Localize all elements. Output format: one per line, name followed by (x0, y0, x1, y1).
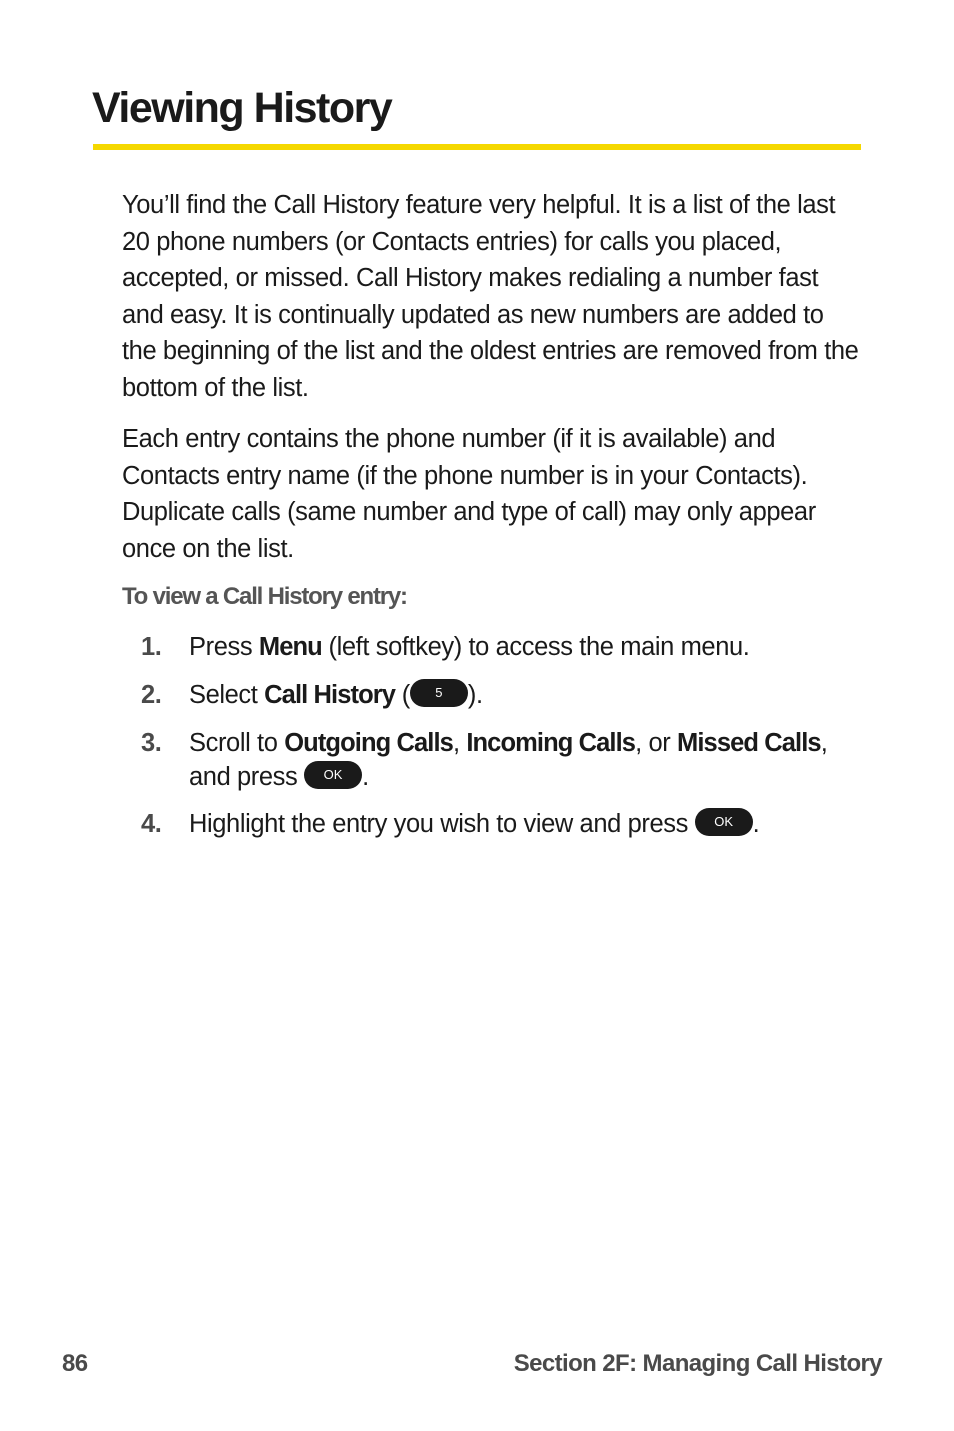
call-history-term: Call History (264, 681, 396, 709)
missed-calls-term: Missed Calls (677, 729, 821, 757)
step-number: 4. (141, 810, 162, 838)
intro-paragraph: You’ll find the Call History feature very helpful. It is a list of the last 20 phone numbers (or Contacts entries) for calls you placed, accepted, or missed. Call History makes redialing a number fast and easy. It is continually updated as new numbers are added to the beginning of the list and the oldest entries are removed from the bottom of the list. (122, 191, 859, 402)
procedure-heading: To view a Call History entry: (122, 583, 407, 610)
step-number: 3. (141, 729, 162, 757)
key-5-icon: 5 (410, 679, 468, 707)
ok-key-icon: OK (695, 808, 753, 836)
section-title: Section 2F: Managing Call History (513, 1350, 882, 1377)
entry-description-paragraph: Each entry contains the phone number (if it is available) and Contacts entry name (if the phone number is in your Contacts). Duplicate calls (same number and type of call) may only appear once on the list. (122, 425, 816, 563)
incoming-calls-term: Incoming Calls (466, 729, 636, 757)
page-number: 86 (62, 1350, 88, 1377)
step-text: Highlight the entry you wish to view and press OK . (189, 810, 760, 838)
step-number: 2. (141, 681, 162, 709)
page-title: Viewing History (92, 84, 392, 132)
outgoing-calls-term: Outgoing Calls (284, 729, 453, 757)
title-underline-rule (93, 144, 861, 150)
step-text: Scroll to Outgoing Calls, Incoming Calls, or Missed Calls, and press OK . (189, 729, 828, 791)
step-text: Select Call History ( 5 ). (189, 681, 483, 709)
step-text: Press Menu (left softkey) to access the main menu. (189, 633, 750, 661)
menu-term: Menu (258, 633, 322, 661)
ok-key-icon: OK (304, 761, 362, 789)
step-number: 1. (141, 633, 162, 661)
